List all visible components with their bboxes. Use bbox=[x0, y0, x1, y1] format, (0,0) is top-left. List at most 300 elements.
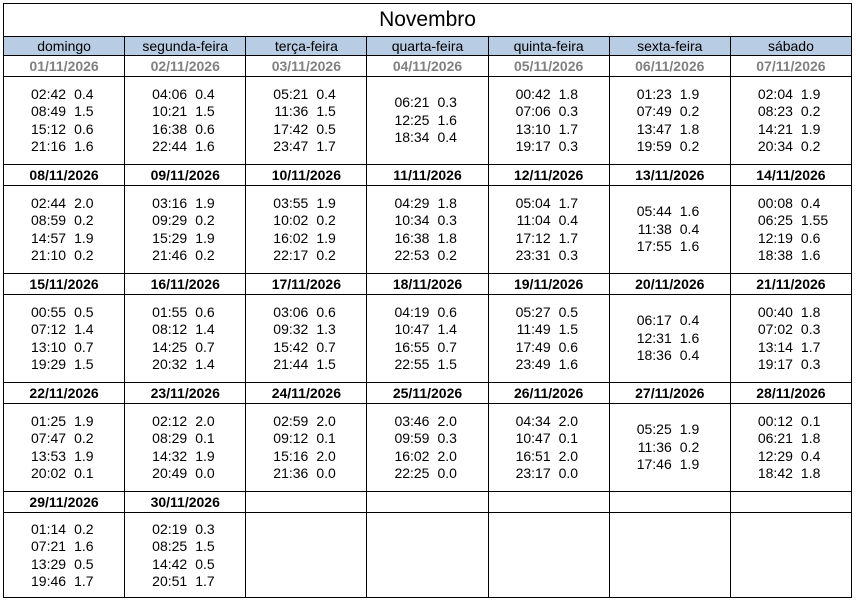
tide-entry bbox=[268, 230, 344, 248]
tide-time: 08:12 bbox=[152, 321, 188, 337]
date-row bbox=[4, 492, 851, 513]
day-tides bbox=[4, 513, 125, 598]
tide-entry bbox=[268, 339, 344, 357]
tide-entry bbox=[511, 304, 587, 322]
tide-time: 04:06 bbox=[152, 85, 188, 102]
day-tides bbox=[4, 186, 125, 273]
tide-height: 0.2 bbox=[74, 247, 94, 263]
tide-entry bbox=[632, 439, 708, 457]
tide-time: 17:46 bbox=[636, 456, 672, 473]
tide-height: 1.6 bbox=[437, 111, 457, 128]
tide-height: 0.6 bbox=[195, 303, 215, 320]
tide-height: 1.6 bbox=[558, 356, 579, 372]
tide-time: 11:38 bbox=[637, 220, 672, 237]
day-tides bbox=[4, 404, 125, 491]
date-row bbox=[4, 274, 851, 295]
day-date: 08/11/2026 bbox=[4, 165, 125, 185]
tide-time: 05:27 bbox=[515, 303, 551, 320]
tide-time: 07:06 bbox=[515, 103, 551, 119]
tide-entry bbox=[147, 304, 223, 322]
tide-height: 0.3 bbox=[558, 247, 579, 263]
tide-time: 00:55 bbox=[31, 303, 67, 320]
tide-entry bbox=[147, 356, 223, 374]
tide-entry bbox=[389, 212, 465, 230]
tide-entry bbox=[632, 203, 708, 221]
tide-entry bbox=[389, 230, 465, 248]
tide-time: 10:21 bbox=[152, 103, 188, 119]
tide-time: 16:51 bbox=[515, 447, 551, 464]
tide-entry bbox=[753, 247, 829, 265]
tide-height: 1.5 bbox=[437, 356, 457, 372]
tide-time: 14:21 bbox=[757, 120, 793, 137]
tide-height: 0.4 bbox=[679, 312, 700, 329]
tide-height: 0.0 bbox=[558, 465, 579, 481]
tide-entry bbox=[389, 247, 465, 265]
day-tides bbox=[125, 295, 246, 382]
tide-time: 01:25 bbox=[31, 412, 67, 429]
tide-time: 15:12 bbox=[31, 120, 67, 137]
tide-time: 00:12 bbox=[757, 412, 793, 429]
day-date: 16/11/2026 bbox=[125, 274, 246, 294]
month-title: Novembro bbox=[4, 4, 851, 37]
tide-time: 16:38 bbox=[394, 229, 430, 246]
tide-time: 08:59 bbox=[31, 212, 67, 228]
tide-time: 06:21 bbox=[757, 430, 793, 446]
tide-height: 1.9 bbox=[679, 85, 700, 102]
tide-entry bbox=[511, 212, 587, 230]
tide-time: 12:31 bbox=[636, 329, 672, 346]
tide-time: 07:47 bbox=[31, 430, 67, 446]
tide-entry bbox=[26, 556, 102, 574]
tide-time: 18:36 bbox=[636, 347, 672, 364]
date-row bbox=[4, 383, 851, 404]
tide-height: 1.8 bbox=[800, 465, 821, 481]
tide-height: 1.4 bbox=[195, 321, 215, 337]
day-date: 21/11/2026 bbox=[756, 276, 826, 292]
tide-height: 1.8 bbox=[558, 85, 579, 102]
tide-entry bbox=[389, 356, 465, 374]
day-date: 09/11/2026 bbox=[125, 165, 246, 185]
tide-time: 12:19 bbox=[757, 229, 793, 246]
tide-height: 0.4 bbox=[316, 85, 336, 102]
tide-time: 02:19 bbox=[152, 520, 188, 537]
tide-time: 15:16 bbox=[273, 447, 309, 464]
tide-height: 1.8 bbox=[437, 229, 457, 246]
tide-height: 1.8 bbox=[800, 303, 821, 320]
day-date: 06/11/2026 bbox=[610, 56, 731, 76]
tide-entry bbox=[26, 304, 102, 322]
tide-time: 08:49 bbox=[31, 103, 67, 119]
tide-time: 04:34 bbox=[515, 412, 551, 429]
weekday-label: domingo bbox=[4, 37, 125, 55]
tide-time: 19:29 bbox=[31, 356, 67, 372]
tide-entry bbox=[632, 238, 708, 256]
tide-entry bbox=[511, 247, 587, 265]
day-date: 12/11/2026 bbox=[489, 165, 610, 185]
tide-entry bbox=[147, 138, 223, 156]
tide-height: 0.4 bbox=[679, 347, 700, 364]
day-date: 24/11/2026 bbox=[246, 383, 367, 403]
day-date: 14/11/2026 bbox=[756, 167, 826, 183]
day-tides bbox=[246, 404, 367, 491]
tide-height: 0.7 bbox=[316, 338, 336, 355]
day-tides bbox=[246, 295, 367, 382]
tide-entry bbox=[268, 430, 344, 448]
tide-height: 1.9 bbox=[74, 229, 94, 246]
tide-entry bbox=[26, 230, 102, 248]
tide-time: 02:12 bbox=[152, 412, 188, 429]
tide-height: 0.3 bbox=[800, 356, 821, 372]
tide-entry bbox=[632, 347, 708, 365]
tide-time: 16:02 bbox=[394, 447, 430, 464]
tide-entry bbox=[511, 430, 587, 448]
tide-height: 0.0 bbox=[437, 465, 457, 481]
tide-entry bbox=[511, 321, 587, 339]
tide-entry bbox=[389, 94, 465, 112]
tide-entry bbox=[26, 121, 102, 139]
tide-height: 0.4 bbox=[679, 220, 700, 237]
tide-height: 1.9 bbox=[316, 194, 336, 211]
tide-entry bbox=[147, 465, 223, 483]
tide-height: 0.2 bbox=[437, 247, 457, 263]
tide-entry bbox=[147, 230, 223, 248]
tide-height: 2.0 bbox=[558, 447, 579, 464]
tide-height: 1.5 bbox=[316, 356, 336, 372]
tide-time: 21:10 bbox=[31, 247, 67, 263]
day-tides bbox=[489, 77, 610, 164]
day-date: 04/11/2026 bbox=[367, 56, 488, 76]
day-tides bbox=[489, 513, 610, 598]
tide-height: 1.9 bbox=[679, 421, 700, 438]
tide-time: 07:12 bbox=[31, 321, 67, 337]
day-tides bbox=[367, 77, 488, 164]
tide-time: 19:17 bbox=[757, 356, 793, 372]
tides-row bbox=[4, 295, 851, 383]
tide-height: 1.8 bbox=[800, 430, 821, 446]
weekday-label: sexta-feira bbox=[610, 37, 731, 55]
tide-entry bbox=[268, 103, 344, 121]
tide-entry bbox=[26, 413, 102, 431]
tide-entry bbox=[511, 121, 587, 139]
day-tides bbox=[246, 77, 367, 164]
tide-height: 1.6 bbox=[679, 329, 700, 346]
tide-entry bbox=[26, 356, 102, 374]
tide-time: 13:53 bbox=[31, 447, 67, 464]
day-tides bbox=[489, 404, 610, 491]
day-date: 15/11/2026 bbox=[4, 274, 125, 294]
tide-entry bbox=[26, 448, 102, 466]
day-date: 05/11/2026 bbox=[489, 56, 610, 76]
tide-time: 02:44 bbox=[31, 194, 67, 211]
tide-time: 10:47 bbox=[515, 430, 551, 446]
tide-entry bbox=[268, 304, 344, 322]
tide-height: 0.4 bbox=[800, 447, 821, 464]
tide-height: 1.4 bbox=[74, 321, 94, 337]
tide-entry bbox=[389, 195, 465, 213]
tide-entry bbox=[147, 538, 223, 556]
day-tides bbox=[731, 186, 851, 273]
tide-entry bbox=[26, 339, 102, 357]
tide-entry bbox=[632, 421, 708, 439]
tide-time: 14:32 bbox=[152, 447, 188, 464]
tide-height: 0.4 bbox=[195, 85, 215, 102]
day-date: 10/11/2026 bbox=[246, 165, 367, 185]
day-date: 26/11/2026 bbox=[489, 383, 610, 403]
tide-height: 2.0 bbox=[437, 412, 457, 429]
tide-time: 01:14 bbox=[31, 520, 67, 537]
tide-height: 0.1 bbox=[800, 412, 821, 429]
tide-time: 06:17 bbox=[636, 312, 672, 329]
day-tides bbox=[367, 295, 488, 382]
tide-height: 1.6 bbox=[195, 138, 215, 154]
tide-height: 0.6 bbox=[800, 229, 821, 246]
day-date bbox=[489, 492, 610, 512]
tide-entry bbox=[26, 465, 102, 483]
tide-height: 2.0 bbox=[195, 412, 215, 429]
day-date: 13/11/2026 bbox=[610, 165, 731, 185]
tide-height: 0.0 bbox=[316, 465, 336, 481]
tide-time: 22:53 bbox=[394, 247, 430, 263]
tide-entry bbox=[632, 312, 708, 330]
tide-height: 0.2 bbox=[195, 247, 215, 263]
day-date bbox=[610, 492, 731, 512]
tide-height: 0.5 bbox=[316, 120, 336, 137]
day-tides bbox=[610, 513, 731, 598]
tide-time: 00:42 bbox=[515, 85, 551, 102]
day-tides bbox=[125, 513, 246, 598]
tide-time: 03:46 bbox=[394, 412, 430, 429]
tide-time: 02:04 bbox=[757, 85, 793, 102]
tide-entry bbox=[511, 195, 587, 213]
tide-time: 04:19 bbox=[394, 303, 430, 320]
tide-height: 1.5 bbox=[74, 356, 94, 372]
tide-height: 0.2 bbox=[800, 103, 821, 119]
tide-time: 13:10 bbox=[31, 338, 67, 355]
tide-entry bbox=[753, 465, 829, 483]
tide-time: 23:17 bbox=[515, 465, 551, 481]
tide-time: 23:49 bbox=[515, 356, 551, 372]
tide-height: 2.0 bbox=[316, 447, 336, 464]
day-date: 11/11/2026 bbox=[367, 165, 488, 185]
tide-height: 1.6 bbox=[74, 538, 94, 554]
tide-entry bbox=[511, 86, 587, 104]
tide-height: 0.6 bbox=[558, 338, 579, 355]
tide-entry bbox=[389, 321, 465, 339]
tide-time: 08:29 bbox=[152, 430, 188, 446]
tide-time: 14:42 bbox=[152, 555, 188, 572]
tide-entry bbox=[147, 247, 223, 265]
tide-height: 1.9 bbox=[74, 412, 94, 429]
tide-height: 1.6 bbox=[679, 238, 700, 255]
day-date: 29/11/2026 bbox=[4, 492, 125, 512]
tide-time: 06:21 bbox=[394, 94, 430, 111]
tide-height: 1.5 bbox=[316, 103, 336, 119]
tide-entry bbox=[268, 195, 344, 213]
tide-time: 17:55 bbox=[636, 238, 672, 255]
weekday-header-row bbox=[4, 37, 851, 56]
day-tides bbox=[489, 295, 610, 382]
tide-time: 19:59 bbox=[636, 138, 672, 154]
day-date: 19/11/2026 bbox=[489, 274, 610, 294]
tide-height: 1.9 bbox=[316, 229, 336, 246]
tide-time: 09:29 bbox=[152, 212, 188, 228]
tide-entry bbox=[511, 465, 587, 483]
tide-entry bbox=[389, 413, 465, 431]
tide-entry bbox=[753, 413, 829, 431]
tide-height: 0.0 bbox=[195, 465, 215, 481]
tide-height: 0.4 bbox=[800, 194, 821, 211]
tide-time: 01:23 bbox=[636, 85, 672, 102]
tide-entry bbox=[147, 103, 223, 121]
day-date: 23/11/2026 bbox=[125, 383, 246, 403]
tide-time: 13:47 bbox=[636, 120, 672, 137]
tide-height: 0.2 bbox=[74, 212, 94, 228]
tide-time: 21:44 bbox=[273, 356, 309, 372]
tides-row bbox=[4, 513, 851, 598]
tide-height: 1.9 bbox=[800, 85, 821, 102]
day-tides bbox=[367, 186, 488, 273]
tide-height: 0.2 bbox=[800, 138, 821, 154]
tide-height: 0.2 bbox=[316, 212, 336, 228]
tide-height: 0.5 bbox=[74, 303, 94, 320]
calendar-body bbox=[4, 56, 851, 598]
day-date: 25/11/2026 bbox=[367, 383, 488, 403]
week-block bbox=[4, 165, 851, 274]
tide-height: 0.6 bbox=[74, 120, 94, 137]
tide-entry bbox=[753, 356, 829, 374]
day-date: 22/11/2026 bbox=[4, 383, 125, 403]
tide-height: 1.8 bbox=[437, 194, 457, 211]
tide-entry bbox=[753, 103, 829, 121]
tide-time: 17:12 bbox=[515, 229, 551, 246]
tide-height: 1.7 bbox=[74, 573, 94, 589]
tide-height: 0.6 bbox=[195, 120, 215, 137]
tide-entry bbox=[268, 465, 344, 483]
day-tides bbox=[125, 77, 246, 164]
tide-height: 0.2 bbox=[74, 430, 94, 446]
tide-height: 2.0 bbox=[437, 447, 457, 464]
tide-height: 1.4 bbox=[195, 356, 215, 372]
tide-entry bbox=[632, 121, 708, 139]
tide-entry bbox=[632, 103, 708, 121]
tide-height: 0.4 bbox=[74, 85, 94, 102]
tide-height: 0.3 bbox=[437, 212, 457, 228]
tide-time: 20:34 bbox=[757, 138, 793, 154]
tide-entry bbox=[147, 413, 223, 431]
tide-time: 17:49 bbox=[515, 338, 551, 355]
tide-height: 1.9 bbox=[195, 229, 215, 246]
tide-height: 0.7 bbox=[195, 338, 215, 355]
day-tides bbox=[367, 513, 488, 598]
day-tides bbox=[731, 513, 851, 598]
tide-entry bbox=[389, 430, 465, 448]
tide-entry bbox=[268, 413, 344, 431]
tide-time: 14:25 bbox=[152, 338, 188, 355]
day-tides bbox=[125, 186, 246, 273]
tides-row bbox=[4, 77, 851, 165]
tide-entry bbox=[147, 86, 223, 104]
week-block bbox=[4, 56, 851, 165]
tide-time: 04:29 bbox=[394, 194, 430, 211]
tide-time: 13:10 bbox=[515, 120, 551, 137]
tide-entry bbox=[147, 321, 223, 339]
tide-height: 1.7 bbox=[558, 229, 579, 246]
tide-entry bbox=[268, 448, 344, 466]
tide-entry bbox=[26, 538, 102, 556]
tide-entry bbox=[147, 339, 223, 357]
tide-height: 1.9 bbox=[74, 447, 94, 464]
tide-time: 19:17 bbox=[515, 138, 551, 154]
tide-height: 1.9 bbox=[800, 120, 821, 137]
tide-height: 0.1 bbox=[558, 430, 579, 446]
day-tides bbox=[610, 77, 731, 164]
tide-height: 0.5 bbox=[195, 555, 215, 572]
tide-entry bbox=[26, 86, 102, 104]
tide-time: 16:02 bbox=[273, 229, 309, 246]
tide-time: 18:42 bbox=[757, 465, 793, 481]
tide-entry bbox=[147, 448, 223, 466]
day-tides bbox=[731, 295, 851, 382]
tide-height: 0.3 bbox=[558, 138, 579, 154]
tide-time: 16:38 bbox=[152, 120, 188, 137]
tide-height: 0.2 bbox=[679, 438, 700, 455]
tide-height: 0.1 bbox=[195, 430, 215, 446]
tide-entry bbox=[147, 556, 223, 574]
tide-entry bbox=[268, 121, 344, 139]
tide-time: 10:47 bbox=[394, 321, 430, 337]
tide-entry bbox=[26, 247, 102, 265]
tide-height: 0.7 bbox=[74, 338, 94, 355]
tide-entry bbox=[632, 330, 708, 348]
tide-height: 1.5 bbox=[74, 103, 94, 119]
date-row bbox=[4, 165, 851, 186]
tide-height: 0.5 bbox=[558, 303, 579, 320]
tide-height: 0.4 bbox=[437, 129, 457, 146]
tide-entry bbox=[389, 339, 465, 357]
day-tides bbox=[489, 186, 610, 273]
week-block bbox=[4, 274, 851, 383]
tide-time: 10:34 bbox=[394, 212, 430, 228]
tide-height: 0.3 bbox=[558, 103, 579, 119]
tide-height: 1.7 bbox=[558, 120, 579, 137]
tide-time: 15:29 bbox=[152, 229, 188, 246]
weekday-label: terça-feira bbox=[246, 37, 367, 55]
tide-time: 22:25 bbox=[394, 465, 430, 481]
tide-height: 0.6 bbox=[316, 303, 336, 320]
day-tides bbox=[246, 513, 367, 598]
day-tides bbox=[246, 186, 367, 273]
tide-time: 11:36 bbox=[637, 438, 672, 455]
tide-entry bbox=[753, 195, 829, 213]
tide-time: 11:36 bbox=[274, 103, 309, 119]
tide-entry bbox=[632, 456, 708, 474]
tide-time: 00:08 bbox=[757, 194, 793, 211]
day-tides bbox=[4, 77, 125, 164]
day-date: 20/11/2026 bbox=[610, 274, 731, 294]
tide-time: 03:06 bbox=[273, 303, 309, 320]
tide-time: 05:04 bbox=[515, 194, 551, 211]
tide-height: 0.7 bbox=[437, 338, 457, 355]
tide-height: 1.6 bbox=[800, 247, 821, 263]
tide-time: 11:04 bbox=[516, 212, 551, 228]
tide-entry bbox=[632, 86, 708, 104]
tide-time: 12:29 bbox=[757, 447, 793, 464]
tide-height: 1.4 bbox=[437, 321, 457, 337]
tide-entry bbox=[26, 521, 102, 539]
weekday-label: segunda-feira bbox=[125, 37, 246, 55]
tide-time: 23:31 bbox=[515, 247, 551, 263]
tide-entry bbox=[268, 212, 344, 230]
